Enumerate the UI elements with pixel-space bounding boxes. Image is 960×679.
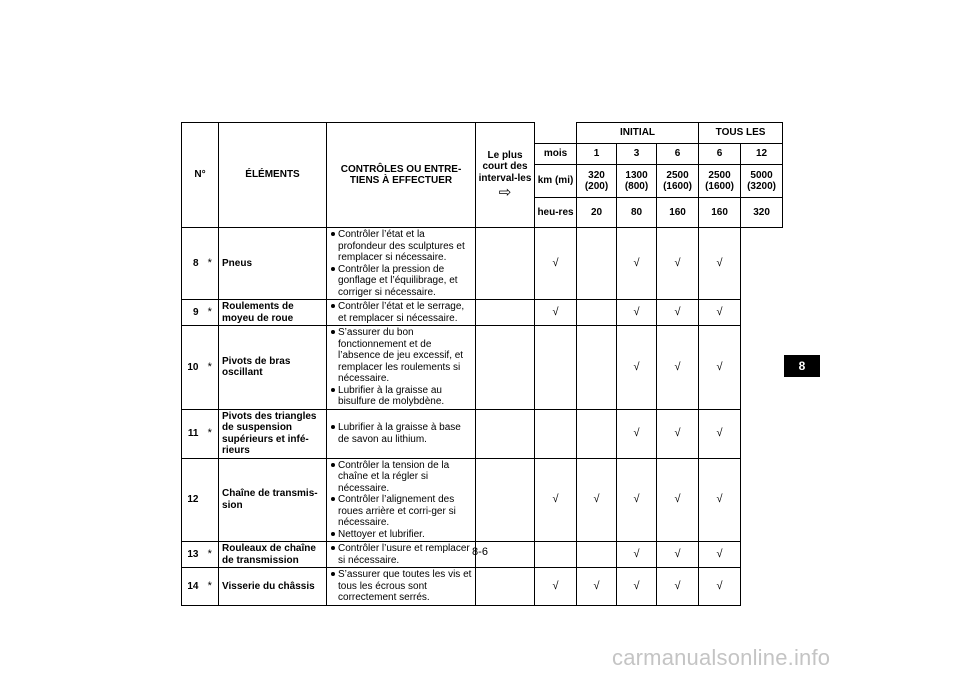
header-hours-cell: 80 <box>617 198 657 228</box>
header-no: N° <box>182 123 219 228</box>
row-earliest <box>476 300 535 326</box>
row-check <box>535 409 577 458</box>
table-row <box>182 568 783 606</box>
header-blank <box>535 123 577 144</box>
row-check: √ <box>535 300 577 326</box>
row-check: √ <box>535 458 577 542</box>
row-number: 11 <box>182 409 202 458</box>
row-star: * <box>202 326 219 410</box>
row-check: √ <box>577 458 617 542</box>
action-list <box>330 229 472 298</box>
row-check: √ <box>535 228 577 300</box>
action-list <box>330 301 472 324</box>
row-number: 10 <box>182 326 202 410</box>
maintenance-table <box>181 122 783 606</box>
header-month-cell: 3 <box>617 144 657 165</box>
row-number: 12 <box>182 458 202 542</box>
row-check: √ <box>617 300 657 326</box>
action-list <box>330 327 472 408</box>
row-check: √ <box>617 568 657 606</box>
row-actions <box>327 228 476 300</box>
row-check: √ <box>617 542 657 568</box>
row-check: √ <box>699 458 741 542</box>
header-hours-cell: 320 <box>741 198 783 228</box>
header-km-cell: 320 (200) <box>577 165 617 198</box>
row-actions <box>327 542 476 568</box>
action-item: Contrôler l’état et la profondeur des sculptures et remplacer si nécessaire. <box>330 229 472 264</box>
header-hours-cell: 160 <box>699 198 741 228</box>
row-element: Pivots des triangles de suspension supérieurs et infé-rieurs <box>219 409 327 458</box>
header-month-cell: 12 <box>741 144 783 165</box>
row-check <box>577 326 617 410</box>
table-row <box>182 228 783 300</box>
header-month-cell: 6 <box>657 144 699 165</box>
header-hours-cell: 160 <box>657 198 699 228</box>
action-item: Contrôler l’état et le serrage, et remplacer si nécessaire. <box>330 301 472 324</box>
action-item: Contrôler l’alignement des roues arrière et corri-ger si nécessaire. <box>330 494 472 529</box>
row-check <box>535 326 577 410</box>
header-checks: CONTRÔLES OU ENTRE-TIENS À EFFECTUER <box>327 123 476 228</box>
row-check: √ <box>617 409 657 458</box>
row-check: √ <box>699 542 741 568</box>
row-star: * <box>202 300 219 326</box>
row-number: 8 <box>182 228 202 300</box>
action-list <box>330 460 472 541</box>
row-actions <box>327 568 476 606</box>
chapter-tab[interactable]: 8 <box>784 355 820 377</box>
header-earliest <box>476 123 535 228</box>
table-row <box>182 326 783 410</box>
row-element: Visserie du châssis <box>219 568 327 606</box>
action-item: Lubrifier à la graisse à base de savon au lithium. <box>330 422 472 445</box>
action-item: Contrôler la pression de gonflage et l’équilibrage, et corriger si nécessaire. <box>330 264 472 299</box>
row-star <box>202 458 219 542</box>
table-row <box>182 409 783 458</box>
action-list <box>330 569 472 604</box>
row-star: * <box>202 228 219 300</box>
row-check: √ <box>657 568 699 606</box>
row-actions <box>327 409 476 458</box>
row-check: √ <box>577 568 617 606</box>
row-actions <box>327 458 476 542</box>
row-check: √ <box>657 326 699 410</box>
action-item: Contrôler l’usure et remplacer si nécessaire. <box>330 543 472 566</box>
row-earliest <box>476 326 535 410</box>
row-check: √ <box>617 228 657 300</box>
row-star: * <box>202 542 219 568</box>
header-earliest-label: Le plus court des interval-les <box>478 149 532 184</box>
action-item: S’assurer du bon fonctionnement et de l’absence de jeu excessif, et remplacer les roulements si nécessaire. <box>330 327 472 385</box>
row-earliest <box>476 568 535 606</box>
row-earliest <box>476 409 535 458</box>
row-element: Chaîne de transmis-sion <box>219 458 327 542</box>
row-star: * <box>202 409 219 458</box>
header-every: TOUS LES <box>699 123 783 144</box>
header-months-label: mois <box>535 144 577 165</box>
row-check <box>577 228 617 300</box>
header-hours-label: heu-res <box>535 198 577 228</box>
row-check <box>535 542 577 568</box>
row-earliest <box>476 458 535 542</box>
watermark: carmanualsonline.info <box>612 645 831 670</box>
row-element: Roulements de moyeu de roue <box>219 300 327 326</box>
page-number: 8-6 <box>472 546 488 558</box>
header-km-label: km (mi) <box>535 165 577 198</box>
header-elements: ÉLÉMENTS <box>219 123 327 228</box>
arrow-right-icon: ⇨ <box>498 184 512 202</box>
row-check: √ <box>699 326 741 410</box>
header-km-cell: 2500 (1600) <box>657 165 699 198</box>
row-check: √ <box>657 542 699 568</box>
row-star: * <box>202 568 219 606</box>
row-check: √ <box>699 228 741 300</box>
action-item: Lubrifier à la graisse au bisulfure de molybdène. <box>330 385 472 408</box>
header-km-cell: 5000 (3200) <box>741 165 783 198</box>
header-km-cell: 2500 (1600) <box>699 165 741 198</box>
action-list <box>330 422 472 445</box>
row-element: Pivots de bras oscillant <box>219 326 327 410</box>
row-check <box>577 300 617 326</box>
table-row <box>182 300 783 326</box>
row-check: √ <box>657 458 699 542</box>
header-km-cell: 1300 (800) <box>617 165 657 198</box>
row-number: 13 <box>182 542 202 568</box>
row-check <box>577 542 617 568</box>
row-check: √ <box>699 300 741 326</box>
row-earliest <box>476 228 535 300</box>
header-initial: INITIAL <box>577 123 699 144</box>
row-check: √ <box>617 326 657 410</box>
action-item: Contrôler la tension de la chaîne et la régler si nécessaire. <box>330 460 472 495</box>
table-row <box>182 458 783 542</box>
action-item: S’assurer que toutes les vis et tous les écrous sont correctement serrés. <box>330 569 472 604</box>
header-month-cell: 6 <box>699 144 741 165</box>
row-check <box>577 409 617 458</box>
row-element: Rouleaux de chaîne de transmission <box>219 542 327 568</box>
row-check: √ <box>699 568 741 606</box>
header-month-cell: 1 <box>577 144 617 165</box>
row-check: √ <box>657 409 699 458</box>
row-element: Pneus <box>219 228 327 300</box>
action-item: Nettoyer et lubrifier. <box>330 529 472 541</box>
row-number: 14 <box>182 568 202 606</box>
row-actions <box>327 326 476 410</box>
row-actions <box>327 300 476 326</box>
row-check: √ <box>699 409 741 458</box>
action-list <box>330 543 472 566</box>
header-hours-cell: 20 <box>577 198 617 228</box>
row-check: √ <box>657 300 699 326</box>
row-number: 9 <box>182 300 202 326</box>
row-check: √ <box>535 568 577 606</box>
row-check: √ <box>617 458 657 542</box>
row-check: √ <box>657 228 699 300</box>
